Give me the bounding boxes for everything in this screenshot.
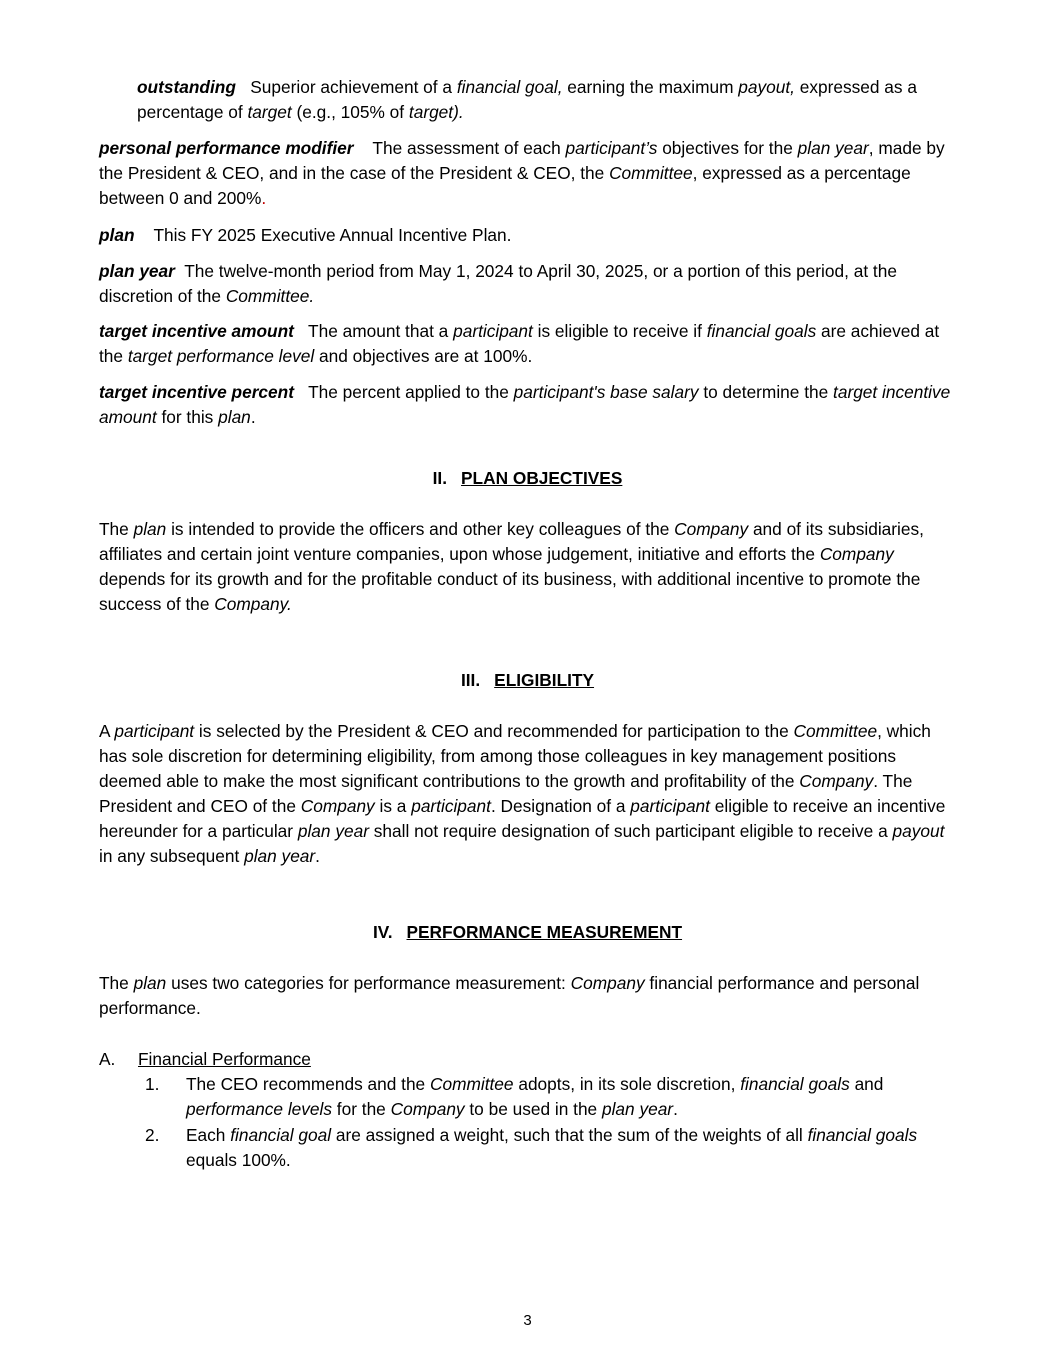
definition-personal-performance-modifier: personal performance modifier The assessment of each participant’s objectives for the plan year, made by the President & CEO, and in the case of the President & CEO, the Committee, expressed as a percentage between 0 and 200%. [99,138,945,208]
performance-measurement-paragraph: The plan uses two categories for performance measurement: Company financial performance and personal performance. [99,973,920,1018]
list-item [145,1072,965,1122]
eligibility-paragraph: A participant is selected by the President & CEO and recommended for participation to the Committee, which has sole discretion for determining eligibility, from among those colleagues in key management positions deemed able to make the most significant contributions to the growth and profitability of the Company. The President and CEO of the Company is a participant. Designation of a participant eligible to receive an incentive hereunder for a particular plan year shall not require designation of such participant eligible to receive a payout in any subsequent plan year. [99,721,946,866]
section-heading-plan-objectives [0,466,1055,491]
definition-term: target incentive percent [99,382,294,402]
section-heading-eligibility [0,668,1055,693]
list-item-text: Each financial goal are assigned a weight, such that the sum of the weights of all financial goals equals 100%. [186,1125,918,1170]
definition-plan-year: plan year The twelve-month period from May 1, 2024 to April 30, 2025, or a portion of this period, at the discretion of the Committee. [99,261,897,306]
subsection-label: A. [99,1049,116,1069]
subsection-title: Financial Performance [138,1049,311,1069]
plan-objectives-paragraph: The plan is intended to provide the officers and other key colleagues of the Company and of its subsidiaries, affiliates and certain joint venture companies, upon whose judgement, initiative and efforts the Company depends for its growth and for the profitable conduct of its business, with additional incentive to promote the success of the Company. [99,519,924,614]
list-item-number: 2. [145,1125,160,1145]
section-number: II. [432,468,448,488]
section-title: PERFORMANCE MEASUREMENT [406,922,683,942]
list-item [145,1123,965,1173]
section-heading-performance-measurement [0,920,1055,945]
definition-term: personal performance modifier [99,138,354,158]
subsection-financial-performance [99,1047,311,1072]
definition-term: target incentive amount [99,321,294,341]
section-number: IV. [372,922,393,942]
section-title: PLAN OBJECTIVES [461,468,623,488]
page-number: 3 [523,1312,532,1329]
definition-plan: plan This FY 2025 Executive Annual Incentive Plan. [99,225,512,245]
definition-term: plan [99,225,135,245]
definition-term: plan year [99,261,175,281]
definition-target-incentive-percent: target incentive percent The percent applied to the participant's base salary to determine the target incentive amount for this plan. [99,382,951,427]
definition-outstanding: outstanding Superior achievement of a financial goal, earning the maximum payout, expressed as a percentage of target (e.g., 105% of target). [137,77,917,122]
section-title: ELIGIBILITY [494,670,595,690]
list-item-text: The CEO recommends and the Committee adopts, in its sole discretion, financial goals and performance levels for the Company to be used in the plan year. [186,1074,884,1119]
section-number: III. [460,670,481,690]
definition-target-incentive-amount: target incentive amount The amount that a participant is eligible to receive if financial goals are achieved at the target performance level and objectives are at 100%. [99,321,940,366]
list-item-number: 1. [145,1074,160,1094]
definition-term: outstanding [137,77,236,97]
